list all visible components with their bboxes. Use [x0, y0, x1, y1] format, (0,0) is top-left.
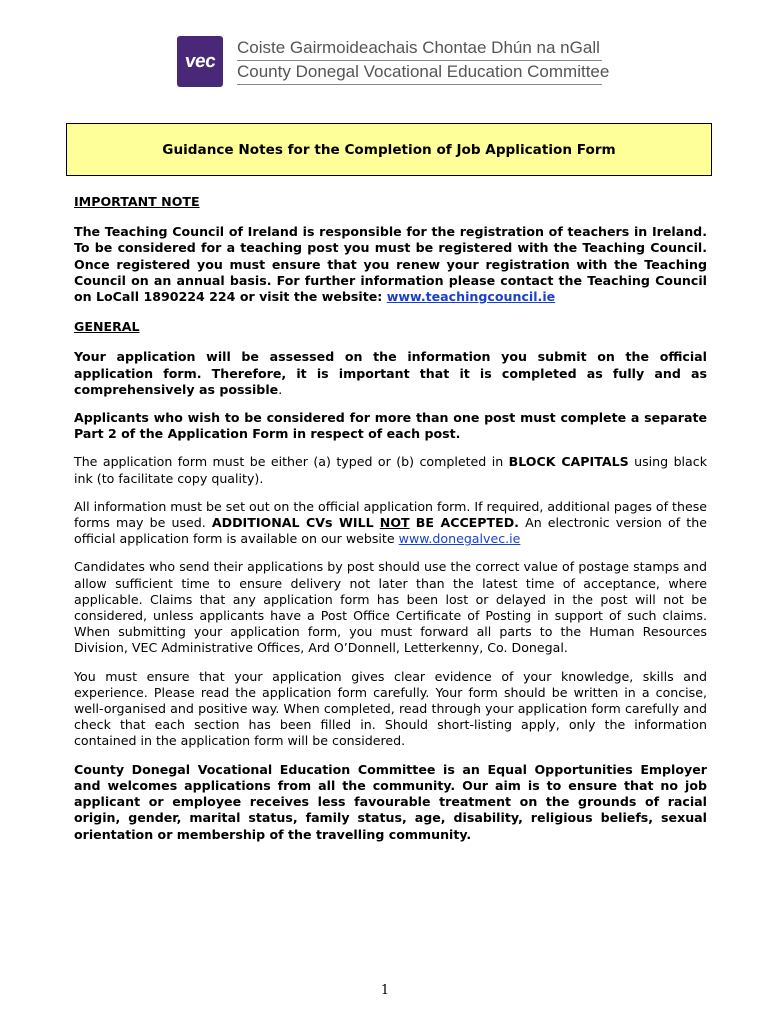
page-number: 1 — [380, 983, 390, 998]
logo-divider — [237, 84, 602, 85]
general-heading: GENERAL — [74, 319, 140, 335]
vec-logo — [177, 36, 617, 90]
general-paragraph-5: Candidates who send their applications by post should use the correct value of postage stamps and allow sufficient time to ensure delivery not later than the latest time of acceptance, where applicable. Claims that any application form has been lost or delayed in the post will not be considered, unless applicants have a Post Office Certificate of Posting in support of such claims. When submitting your application form, you must forward all parts to the Human Resources Division, VEC Administrative Offices, Ard O’Donnell, Letterkenny, Co. Donegal. — [74, 559, 707, 656]
document-body — [74, 194, 707, 843]
general-paragraph-1: Your application will be assessed on the information you submit on the official application form. Therefore, it is important that it is completed as fully and as comprehensively as possible. — [74, 349, 707, 397]
document-title-box — [66, 123, 712, 176]
equal-opportunities-statement: County Donegal Vocational Education Committee is an Equal Opportunities Employer and welcomes applications from all the community. Our aim is to ensure that no job applicant or employee receives less favourable treatment on the grounds of racial origin, gender, marital status, family status, age, disability, religious beliefs, sexual orientation or membership of the travelling community. — [74, 761, 707, 842]
logo-divider — [237, 60, 602, 61]
general-paragraph-2: Applicants who wish to be considered for more than one post must complete a separate Part 2 of the Application Form in respect of each post. — [74, 410, 707, 442]
logo-english-name: County Donegal Vocational Education Committee — [237, 62, 610, 81]
donegal-vec-link[interactable]: www.donegalvec.ie — [398, 531, 521, 547]
important-note-heading: IMPORTANT NOTE — [74, 194, 200, 209]
document-title: Guidance Notes for the Completion of Job Application Form — [162, 141, 616, 158]
teaching-council-link[interactable]: www.teachingcouncil.ie — [386, 289, 556, 305]
vec-logo-mark: vec — [177, 36, 223, 87]
general-paragraph-6: You must ensure that your application gives clear evidence of your knowledge, skills and experience. Please read the application form carefully. Your form should be written in a concise, well-organised and positive way. When completed, read through your application form carefully and check that each section has been filled in. Should short-listing apply, only the information contained in the application form will be considered. — [74, 668, 707, 749]
logo-irish-name: Coiste Gairmoideachais Chontae Dhún na nGall — [237, 38, 600, 57]
important-note-text: The Teaching Council of Ireland is responsible for the registration of teachers in Ireland. To be considered for a teaching post you must be registered with the Teaching Council. Once registered you must ensure that you renew your registration with the Teaching Council on an annual basis. For further information please contact the Teaching Council on LoCall 1890224 224 or visit the website: www.teachingcouncil.ie — [74, 224, 707, 305]
general-paragraph-4: All information must be set out on the official application form. If required, additional pages of these forms may be used. ADDITIONAL CVs WILL NOT BE ACCEPTED. An electronic version of the official application form is available on our website www.donegalvec.ie — [74, 498, 708, 547]
general-paragraph-3: The application form must be either (a) typed or (b) completed in BLOCK CAPITALS using black ink (to facilitate copy quality). — [74, 454, 707, 486]
